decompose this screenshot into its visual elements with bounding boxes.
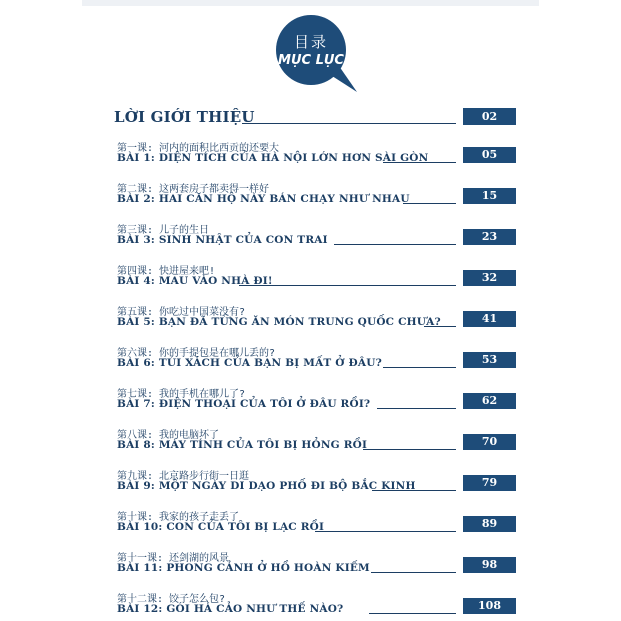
leader-line bbox=[371, 562, 456, 573]
lesson-row[interactable] bbox=[0, 221, 621, 247]
top-strip bbox=[82, 0, 539, 6]
lesson-title-cn: 第四课: 快进屋来吧! bbox=[117, 266, 216, 277]
page-number: 23 bbox=[463, 229, 516, 245]
leader-line bbox=[424, 316, 456, 327]
lesson-title-vn: BÀI 9: MỘT NGÀY DI DẠO PHỐ ĐI BỘ BẮC KINH bbox=[117, 480, 416, 492]
lesson-row[interactable] bbox=[0, 549, 621, 575]
lesson-row[interactable] bbox=[0, 467, 621, 493]
lesson-title-cn: 第八课: 我的电脑坏了 bbox=[117, 430, 220, 441]
lesson-title-cn: 第三课: 儿子的生日 bbox=[117, 225, 210, 236]
page-number: 70 bbox=[463, 434, 516, 450]
lesson-title-vn: BÀI 5: BẠN ĐÃ TỪNG ĂN MÓN TRUNG QUỐC CHƯA? bbox=[117, 316, 441, 328]
leader-line bbox=[242, 111, 456, 124]
lesson-title-vn: BÀI 2: HAI CĂN HỘ NÀY BÁN CHẠY NHƯ NHAU bbox=[117, 193, 410, 205]
page-number: 108 bbox=[463, 598, 516, 614]
badge-title-cn: 目录 bbox=[293, 33, 328, 51]
lesson-title-vn: BÀI 10: CON CỦA TÔI BỊ LẠC RỒI bbox=[117, 521, 325, 533]
leader-line bbox=[239, 275, 456, 286]
lesson-title-vn: BÀI 12: GÓI HÁ CẢO NHƯ THẾ NÀO? bbox=[117, 603, 344, 615]
toc-badge bbox=[267, 14, 363, 94]
page-number: 15 bbox=[463, 188, 516, 204]
leader-line bbox=[383, 152, 456, 163]
lesson-title-vn: BÀI 11: PHONG CẢNH Ở HỒ HOÀN KIẾM bbox=[117, 562, 370, 574]
lesson-title-vn: BÀI 7: ĐIỆN THOẠI CỦA TÔI Ở ĐÂU RỒI? bbox=[117, 398, 371, 410]
page-number: 02 bbox=[463, 108, 516, 125]
leader-line bbox=[363, 439, 456, 450]
lesson-title-cn: 第七课: 我的手机在哪儿了? bbox=[117, 389, 246, 400]
lesson-title-vn: BÀI 8: MÁY TÍNH CỦA TÔI BỊ HỎNG RỒI bbox=[117, 439, 368, 451]
leader-line bbox=[315, 521, 456, 532]
page-number: 32 bbox=[463, 270, 516, 286]
page-number: 79 bbox=[463, 475, 516, 491]
lesson-row[interactable] bbox=[0, 180, 621, 206]
lesson-title-cn: 第十课: 我家的孩子走丢了 bbox=[117, 512, 240, 523]
lesson-row[interactable] bbox=[0, 303, 621, 329]
lesson-title-vn: BÀI 6: TÚI XÁCH CỦA BẠN BỊ MẤT Ở ĐÂU? bbox=[117, 357, 382, 369]
lesson-title-cn: 第九课: 北京路步行街一日逛 bbox=[117, 471, 250, 482]
page-number: 05 bbox=[463, 147, 516, 163]
lesson-title-cn: 第十二课: 饺子怎么包? bbox=[117, 594, 226, 605]
lesson-title-cn: 第十一课: 还剑湖的风景 bbox=[117, 553, 230, 564]
lesson-title-vn: BÀI 3: SINH NHẬT CỦA CON TRAI bbox=[117, 234, 328, 246]
badge-title-vn: MỤC LỤC bbox=[278, 53, 344, 68]
leader-line bbox=[403, 193, 456, 204]
page-number: 41 bbox=[463, 311, 516, 327]
lesson-title-vn: BÀI 4: MAU VÀO NHÀ ĐI! bbox=[117, 275, 273, 287]
lesson-row[interactable] bbox=[0, 385, 621, 411]
page-number: 53 bbox=[463, 352, 516, 368]
page-number: 62 bbox=[463, 393, 516, 409]
lesson-title-cn: 第一课: 河内的面积比西贡的还要大 bbox=[117, 143, 280, 154]
leader-line bbox=[383, 357, 456, 368]
leader-line bbox=[369, 603, 456, 614]
lesson-title-vn: BÀI 1: DIỆN TÍCH CỦA HÀ NỘI LỚN HƠN SÀI GÒN bbox=[117, 152, 429, 164]
page-number: 98 bbox=[463, 557, 516, 573]
lesson-row[interactable] bbox=[0, 344, 621, 370]
intro-row[interactable] bbox=[0, 108, 621, 126]
lesson-row[interactable] bbox=[0, 139, 621, 165]
page-number: 89 bbox=[463, 516, 516, 532]
lesson-title-cn: 第五课: 你吃过中国菜没有? bbox=[117, 307, 246, 318]
lesson-row[interactable] bbox=[0, 262, 621, 288]
lesson-row[interactable] bbox=[0, 508, 621, 534]
leader-line bbox=[372, 480, 456, 491]
leader-line bbox=[377, 398, 456, 409]
leader-line bbox=[334, 234, 456, 245]
lesson-row[interactable] bbox=[0, 590, 621, 616]
lesson-title-cn: 第二课: 这两套房子都卖得一样好 bbox=[117, 184, 270, 195]
intro-title: LỜI GIỚI THIỆU bbox=[114, 108, 255, 126]
lesson-row[interactable] bbox=[0, 426, 621, 452]
lesson-title-cn: 第六课: 你的手提包是在哪儿丢的? bbox=[117, 348, 276, 359]
